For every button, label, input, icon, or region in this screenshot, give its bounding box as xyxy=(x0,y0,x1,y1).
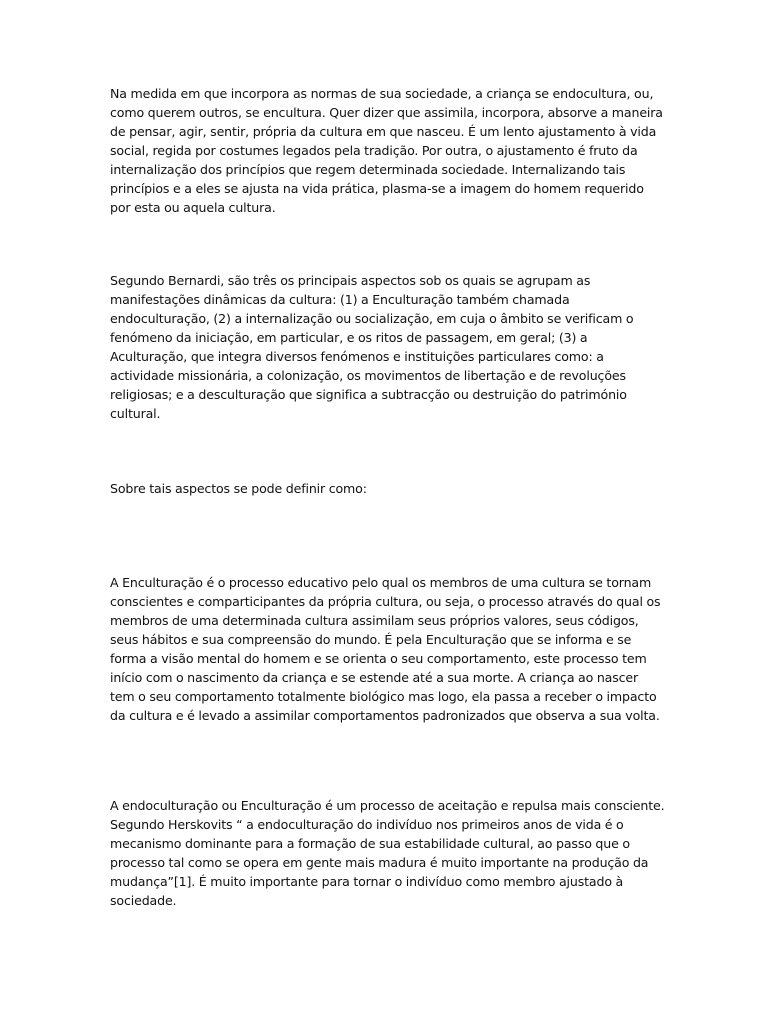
paragraph-bernardi-aspects: Segundo Bernardi, são três os principais aspectos sob os quais se agrupam as manifestações dinâmicas da cultura: (1) a Enculturação também chamada endoculturação, (2) a internalização ou socialização, em cuja o âmbito se verificam o fenómeno da iniciação, em particular, e os ritos de passagem, em geral; (3) a Aculturação, que integra diversos fenómenos e instituições particulares como: a actividade missionária, a colonização, os movimentos de libertação e de revoluções religiosas; e a desculturação que significa a subtracção ou destruição do património cultural. xyxy=(110,273,634,421)
paragraph-herskovits-quote: A endoculturação ou Enculturação é um processo de aceitação e repulsa mais consciente. Segundo Herskovits “ a endoculturação do indivíduo nos primeiros anos de vida é o mecanismo dominante para a formação de sua estabilidade cultural, ao passo que o processo tal como se opera em gente mais madura é muito importante na produção da mudança”[1]. É muito importante para tornar o indivíduo como membro ajustado à sociedade. xyxy=(110,798,665,908)
paragraph-definition-lead: Sobre tais aspectos se pode definir como: xyxy=(110,481,367,496)
paragraph-endoculturation-intro: Na medida em que incorpora as normas de sua sociedade, a criança se endocultura, ou, como querem outros, se encultura. Quer dizer que assimila, incorpora, absorve a maneira de pensar, agir, sentir, própria da cultura em que nasceu. É um lento ajustamento à vida social, regida por costumes legados pela tradição. Por outra, o ajustamento é fruto da internalização dos princípios que regem determinada sociedade. Internalizando tais princípios e a eles se ajusta na vida prática, plasma-se a imagem do homem requerido por esta ou aquela cultura. xyxy=(110,86,663,215)
paragraph-enculturation-definition: A Enculturação é o processo educativo pelo qual os membros de uma cultura se tornam conscientes e comparticipantes da própria cultura, ou seja, o processo através do qual os membros de uma determinada cultura assimilam seus próprios valores, seus códigos, seus hábitos e sua compreensão do mundo. É pela Enculturação que se informa e se forma a visão mental do homem e se orienta o seu comportamento, este processo tem início com o nascimento da criança e se estende até a sua morte. A criança ao nascer tem o seu comportamento totalmente biológico mas logo, ela passa a receber o impacto da cultura e é levado a assimilar comportamentos padronizados que observa a sua volta. xyxy=(110,575,661,723)
